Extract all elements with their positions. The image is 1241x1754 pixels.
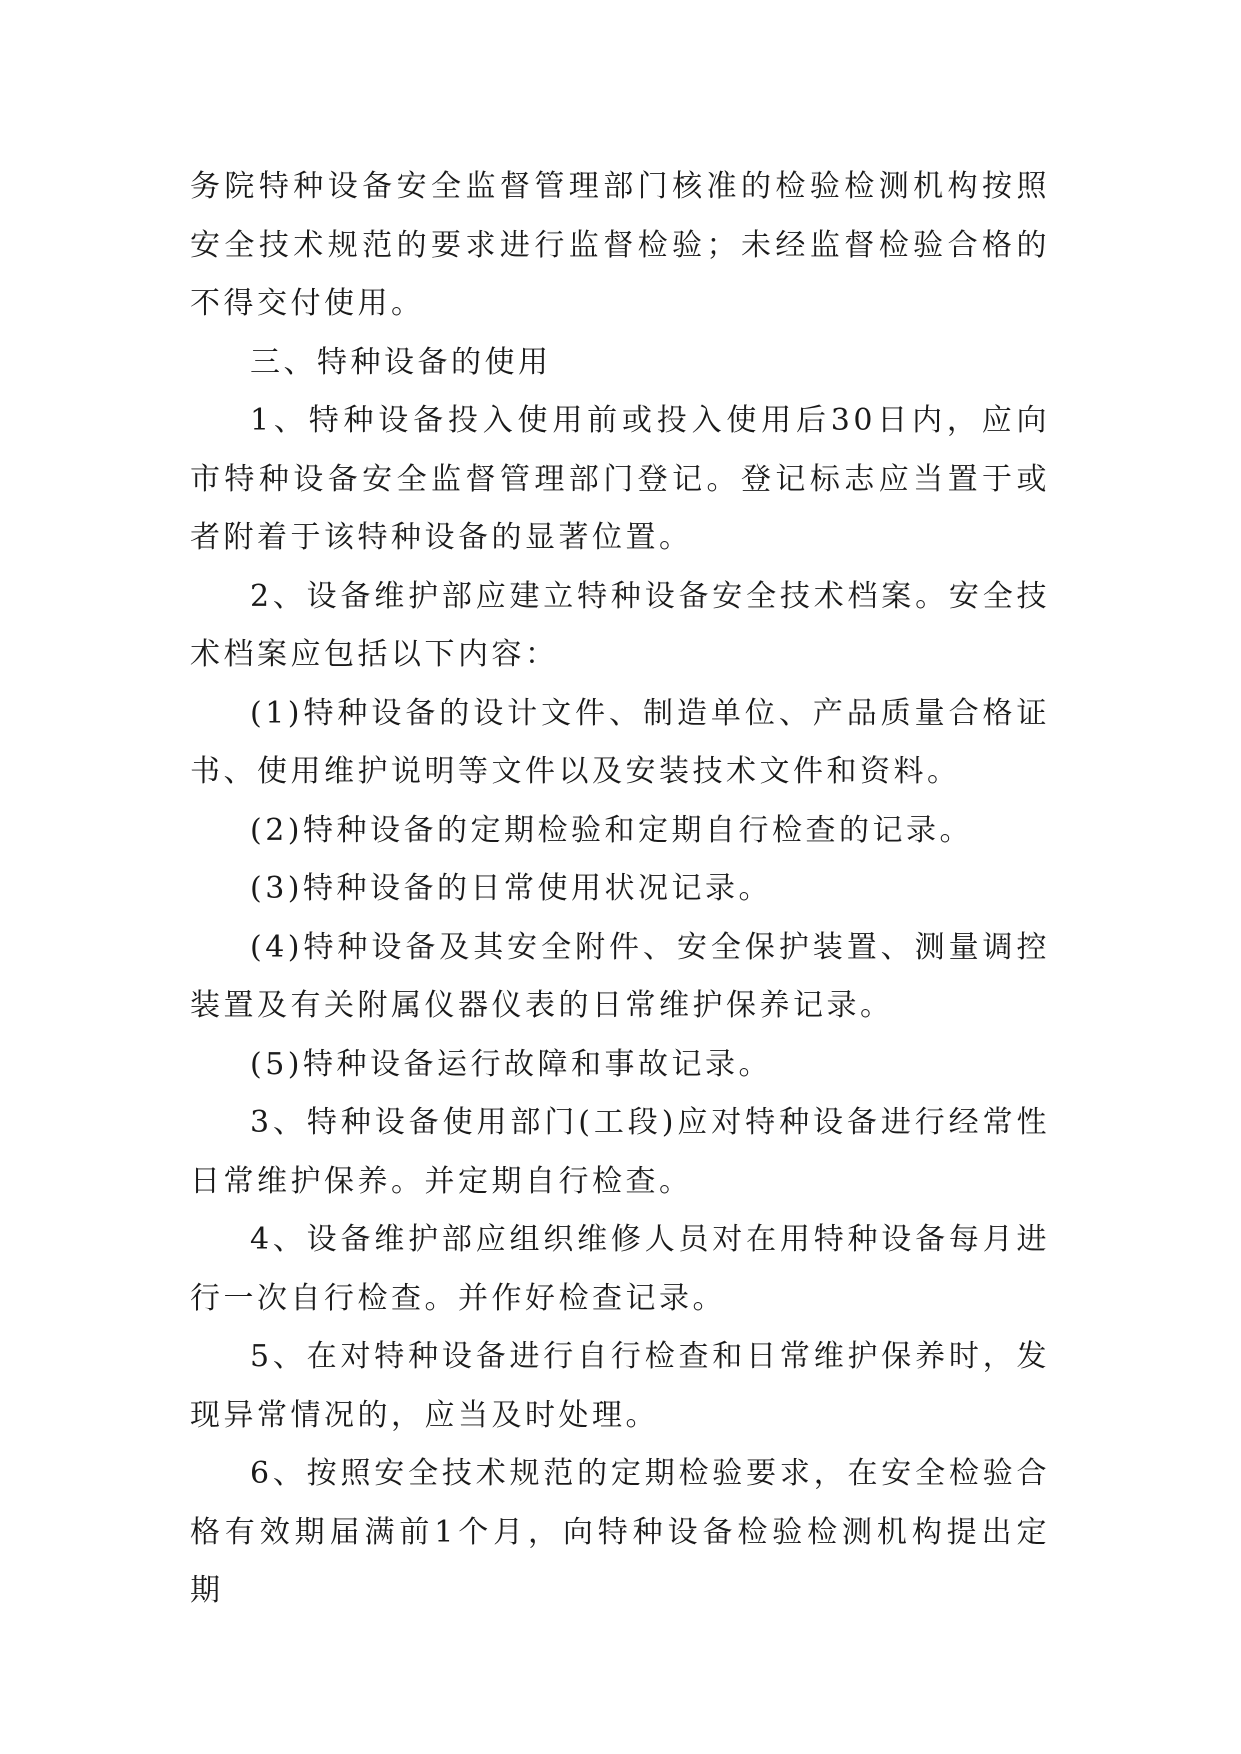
section-heading: 三、特种设备的使用	[250, 344, 552, 380]
paragraph-item-2: 2、设备维护部应建立特种设备安全技术档案。安全技术档案应包括以下内容：	[190, 578, 1050, 672]
sub-item-3: (3)特种设备的日常使用状况记录。	[250, 871, 772, 906]
paragraph-item-3: 3、特种设备使用部门(工段)应对特种设备进行经常性日常维护保养。并定期自行检查。	[190, 1105, 1050, 1199]
document-body	[190, 158, 1050, 1621]
sub-item-4: (4)特种设备及其安全附件、安全保护装置、测量调控装置及有关附属仪器仪表的日常维护保养记录。	[190, 929, 1050, 1023]
sub-item-1: (1)特种设备的设计文件、制造单位、产品质量合格证书、使用维护说明等文件以及安装技术文件和资料。	[190, 695, 1050, 789]
sub-item-5: (5)特种设备运行故障和事故记录。	[250, 1046, 772, 1082]
paragraph-item-5: 5、在对特种设备进行自行检查和日常维护保养时，发现异常情况的，应当及时处理。	[190, 1339, 1050, 1433]
paragraph-continuation: 务院特种设备安全监督管理部门核准的检验检测机构按照安全技术规范的要求进行监督检验；未经监督检验合格的不得交付使用。	[190, 169, 1050, 321]
paragraph-item-4: 4、设备维护部应组织维修人员对在用特种设备每月进行一次自行检查。并作好检查记录。	[190, 1222, 1050, 1316]
sub-item-2: (2)特种设备的定期检验和定期自行检查的记录。	[250, 812, 973, 848]
paragraph-item-6: 6、按照安全技术规范的定期检验要求，在安全检验合格有效期届满前1个月，向特种设备检验检测机构提出定期	[190, 1456, 1050, 1608]
paragraph-item-1: 1、特种设备投入使用前或投入使用后30日内，应向市特种设备安全监督管理部门登记。登记标志应当置于或者附着于该特种设备的显著位置。	[190, 403, 1050, 555]
